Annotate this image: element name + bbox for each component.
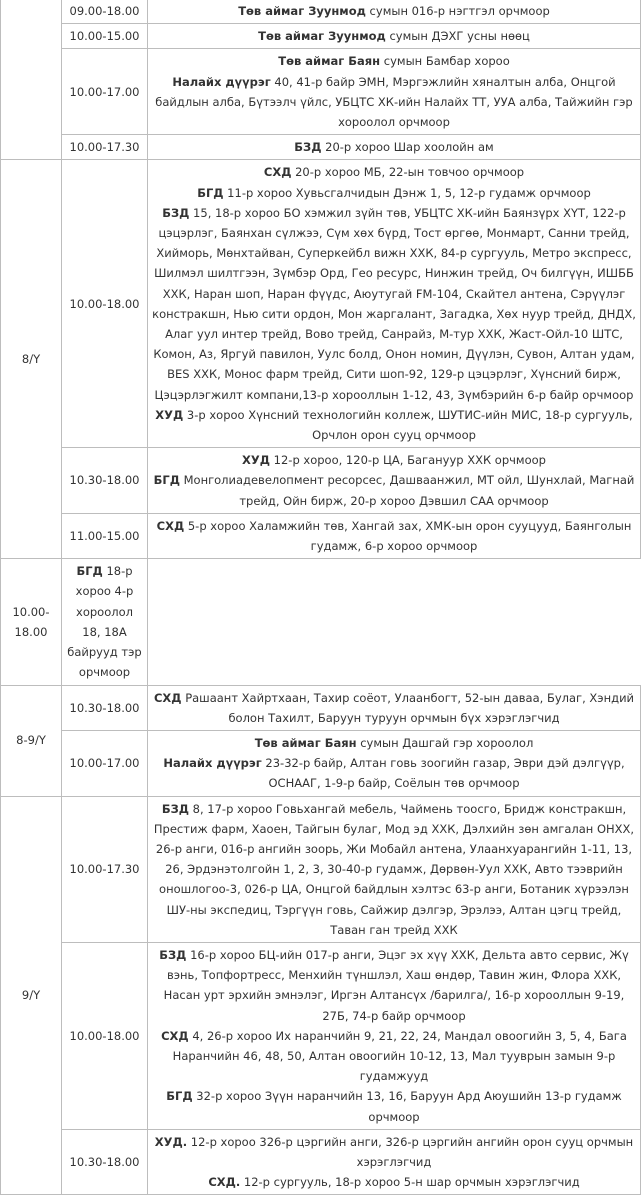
time-cell: 10.30-18.00 [62,448,148,514]
location-line [152,137,636,157]
district-name: Налайх дүүрэг [172,74,271,89]
time-cell: 10.00-17.00 [62,730,148,796]
district-name: ХУД [242,453,271,468]
location-line [152,688,636,728]
location-line [152,72,636,133]
location-cell [148,730,641,796]
table-row [1,559,641,685]
district-name: БГД [166,1089,193,1104]
location-text: 5-р хороо Халамжийн төв, Хангай зах, ХМК-ын орон сууцууд, Баянголын гудамж, 6-р хороо орчмоор [184,518,632,554]
location-cell [148,448,641,514]
location-line [66,561,143,682]
table-row [1,135,641,160]
location-cell [62,559,148,685]
location-line [152,1132,636,1172]
time-cell: 11.00-15.00 [62,513,148,558]
table-row [1,49,641,135]
time-cell: 10.00-17.00 [62,49,148,135]
time-cell: 10.00-17.30 [62,796,148,942]
table-row [1,796,641,942]
location-text: 40, 41-р байр ЭМН, Мэргэжлийн хяналтын алба, Онцгой байдлын алба, Бүтээлч үйлс, УБЦТС ХК-ийн Налайх ТТ, УУА алба, Тайжийн гэр хороолол орчмоор [155,74,633,130]
location-cell [148,942,641,1129]
location-cell [148,49,641,135]
location-text: 20-р хороо МБ, 22-ын товчоо орчмоор [291,165,525,180]
location-line [152,516,636,556]
time-cell: 10.00-17.30 [62,135,148,160]
time-cell: 10.00-18.00 [62,160,148,448]
table-row [1,448,641,514]
location-cell [148,24,641,49]
district-name: СХД. [208,1175,241,1190]
location-text: 3-р хороо Хүнсний технологийн коллеж, ШУТИС-ийн МИС, 18-р сургууль, Орчлон орон сууц орчмоор [183,407,633,443]
location-line [152,753,636,793]
location-cell [148,135,641,160]
location-line [152,1,636,21]
location-cell [148,0,641,24]
location-cell [148,1129,641,1195]
district-name: СХД [153,690,182,705]
district-name: ХУД [155,407,184,422]
location-text: сумын Дашгай гэр хороолол [356,735,534,750]
time-cell: 10.00-15.00 [62,24,148,49]
location-text: 16-р хороо БЦ-ийн 017-р анги, Эцэг эх хүү ХХК, Дельта авто сервис, Жү вэнь, Топфортресс, Менхийн түншлэл, Хаш өндөр, Тавин жин, Флора ХХК, Насан урт эрхийн эмнэлэг, Иргэн Алтансүх /барилга/, 16-р хорооллын 9-19, 27Б, 74-р байр орчмоор [163,947,629,1023]
district-name: БЗД [294,140,322,155]
location-text: сумын 016-р нэгтгэл орчмоор [365,4,550,18]
location-cell [148,796,641,942]
time-cell: 10.30-18.00 [62,685,148,730]
table-row [1,1129,641,1195]
date-cell: 8/Y [1,160,62,559]
location-text: сумын Бамбар хороо [380,54,510,69]
table-row [1,685,641,730]
location-text: 18-р хороо 4-р хороолол 18, 18А байрууд тэр орчмоор [67,564,142,680]
location-text: 23-32-р байр, Алтан говь зоогийн газар, Эври дэй дэлгүүр, ОСНААГ, 1-9-р байр, Соёлын төв орчмоор [261,756,625,791]
location-text: 11-р хороо Хувьсгалчидын Дэнж 1, 5, 12-р гудамж орчмоор [223,185,591,200]
location-line [152,799,636,940]
date-cell: 9/Y [1,796,62,1195]
time-cell: 09.00-18.00 [62,0,148,24]
district-name: СХД [161,1028,189,1043]
location-text: Монголиадевелопмент ресорсес, Дашваанжил, МТ ойл, Шунхлай, Магнай трейд, Ойн бирж, 20-р хороо Дэвшил САА орчмоор [179,473,635,508]
location-text: 20-р хороо Шар хоолойн ам [321,140,494,155]
district-name: Төв аймаг Баян [278,54,381,69]
district-name: Налайх дүүрэг [163,756,262,771]
district-name: БГД [153,473,180,488]
location-text: 12-р хороо, 120-р ЦА, Багануур ХХК орчмоор [270,453,546,468]
location-cell [148,685,641,730]
location-text: 8, 17-р хороо Говьхангай мебель, Чаймень тоосго, Бридж констракшн, Престиж фарм, Хаоен, Тайгын булаг, Мод эд ХХК, Дэлхийн зөн амгалан ОНХХ, 26-р анги, 016-р ангийн зоорь, Жи Мобайл антена, Улаанхуарангийн 1-11, 13, 26, Эрдэнэтолгойн 1, 2, 3, 30-40-р гудамж, Дөрвөн-Уул ХХК, Авто тээврийн оношлогоо-3, 026-р ЦА, Онцгой байдлын хэлтэс 63-р анги, Ботаник хүрээлэн ШУ-ны экспедиц, Тэргүүн говь, Сайжир дэлгэр, Эрэлээ, Алтан цэгц трейд, Таван ган трейд ХХК [153,801,635,937]
location-line [152,26,636,46]
location-line [152,1026,636,1087]
district-name: СХД [156,518,185,533]
location-text: Рашаант Хайртхаан, Тахир соёот, Улаанбогт, 52-ын даваа, Булаг, Хэндий болон Тахилт, Баруун туруун орчмын бүх хэрэглэгчид [181,690,635,725]
table-row [1,160,641,448]
table-row [1,24,641,49]
location-line [152,733,636,753]
district-name: БГД [76,564,103,579]
location-line [152,162,636,182]
location-line [152,203,636,405]
location-text: сумын ДЭХГ усны нөөц [385,29,530,44]
district-name: Төв аймаг Баян [254,735,357,750]
location-line [152,1086,636,1126]
date-cell: 8-9/Y [1,685,62,796]
location-text: 12-р сургууль, 18-р хороо 5-н шар орчмын хэрэглэгчид [240,1175,580,1190]
location-line [152,450,636,470]
location-line [152,405,636,445]
district-name: СХД [263,165,292,180]
location-text: 32-р хороо Зүүн наранчийн 13, 16, Баруун Ард Аюушийн 13-р гудамж орчмоор [192,1089,622,1124]
location-line [152,183,636,203]
table-row [1,730,641,796]
location-line [152,1172,636,1192]
location-line [152,51,636,71]
time-cell: 10.00-18.00 [62,942,148,1129]
district-name: БЗД [162,205,190,220]
location-cell [148,513,641,558]
table-row [1,0,641,24]
time-cell: 10.00-18.00 [1,559,62,685]
district-name: ХУД. [154,1134,188,1149]
location-line [152,470,636,510]
table-row [1,513,641,558]
district-name: БГД [197,185,224,200]
district-name: Төв аймаг Зуунмод [238,4,366,18]
district-name: Төв аймаг Зуунмод [258,29,386,44]
district-name: БЗД [161,801,189,816]
date-cell [1,0,62,160]
location-cell [148,160,641,448]
table-row [1,942,641,1129]
location-line [152,945,636,1026]
location-text: 12-р хороо 326-р цэргийн анги, 326-р цэргийн ангийн орон сууц орчмын хэрэглэгчид [187,1134,634,1169]
district-name: БЗД [159,947,187,962]
location-text: 4, 26-р хороо Их наранчийн 9, 21, 22, 24, Мандал овоогийн 3, 5, 4, Бага Наранчийн 46, 48, 50, Алтан овоогийн 10-12, 13, Мал тууврын замын 9-р гудамжууд [172,1028,627,1084]
time-cell: 10.30-18.00 [62,1129,148,1195]
location-text: 15, 18-р хороо БО хэмжил зүйн төв, УБЦТС ХК-ийн Баянзүрх ХҮТ, 122-р цэцэрлэг, Баянхан сүлжээ, Сүм хөх бүрд, Тост өргөө, Монмарт, Санни трейд, Хийморь, Мөнхтайван, Суперкейбл вижн ХХК, 84-р сургууль, Метро экспресс, Шилмэл шилтгээн, Зүмбэр Орд, Гео ресурс, Нинжин трейд, Оч билгүүн, ИШББ ХХК, Наран шоп, Наран фүүдс, Аюутугай FM-104, Скайтел антена, Сэрүүлэг констракшн, Нью сити ордон, Мон жаргалант, Загадка, Хөх нуур трейд, ДНДХ, Алаг уул интер трейд, Вово трейд, Санрайз, М-тур ХХК, Жаст-Ойл-10 ШТС, Комон, Аз, Яргуй павилон, Уулс болд, Онон номин, Дүүлэн, Сувон, Алтан удам, BES ХХК, Монос фарм трейд, Сити шоп-92, 129-р цэцэрлэг, Хүнсний бирж, Цэцэрлэгжилт компани,13-р хорооллын 1-12, 43, Зүмбэрийн 6-р байр орчмоор [152,205,636,402]
